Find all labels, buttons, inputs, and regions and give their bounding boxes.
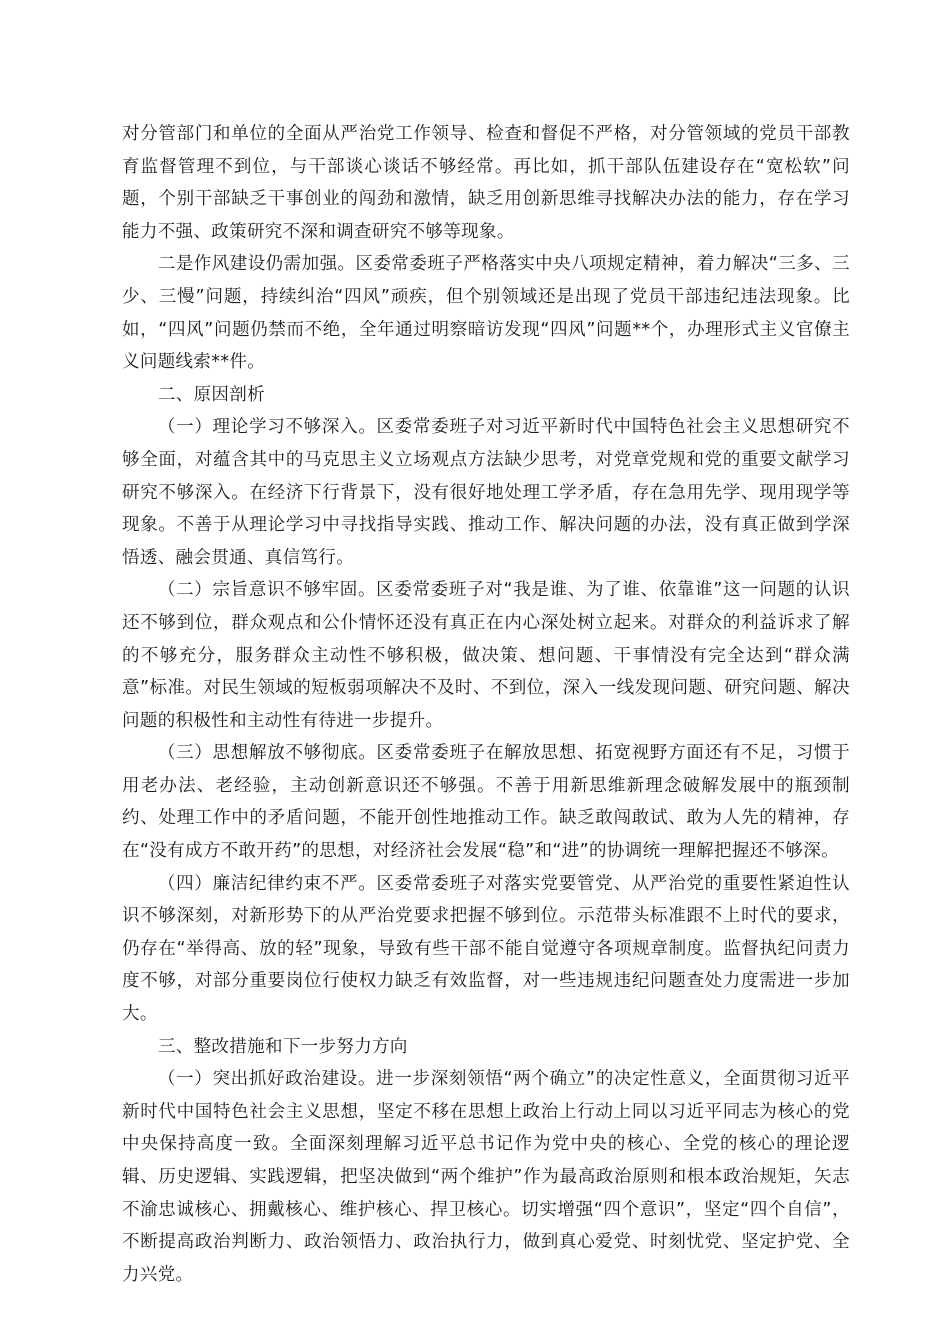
- paragraph-work-style: 二是作风建设仍需加强。区委常委班子严格落实中央八项规定精神，着力解决“三多、三少、三慢”问题，持续纠治“四风”顽疾，但个别领域还是出现了党员干部违纪违法现象。比如，“四风”问题仍禁而不绝，全年通过明察暗访发现“四风”问题**个，办理形式主义官僚主义问题线索**件。: [122, 254, 850, 373]
- paragraph-purpose-awareness: （二）宗旨意识不够牢固。区委常委班子对“我是谁、为了谁、依靠谁”这一问题的认识还不够到位，群众观点和公仆情怀还没有真正在内心深处树立起来。对群众的利益诉求了解的不够充分，服务群众主动性不够积极，做决策、想问题、干事情没有完全达到“群众满意”标准。对民生领域的短板弱项解决不及时、不到位，深入一线发现问题、研究问题、解决问题的积极性和主动性有待进一步提升。: [122, 580, 850, 731]
- paragraph-theory-study: （一）理论学习不够深入。区委常委班子对习近平新时代中国特色社会主义思想研究不够全面，对蕴含其中的马克思主义立场观点方法缺少思考，对党章党规和党的重要文献学习研究不够深入。在经济下行背景下，没有很好地处理工学矛盾，存在急用先学、现用现学等现象。不善于从理论学习中寻找指导实践、推动工作、解决问题的办法，没有真正做到学深悟透、融会贯通、真信笃行。: [122, 417, 850, 568]
- paragraph-integrity-discipline: （四）廉洁纪律约束不严。区委常委班子对落实党要管党、从严治党的重要性紧迫性认识不够深刻，对新形势下的从严治党要求把握不够到位。示范带头标准跟不上时代的要求，仍存在“举得高、放的轻”现象，导致有些干部不能自觉遵守各项规章制度。监督执纪问责力度不够，对部分重要岗位行使权力缺乏有效监督，对一些违规违纪问题查处力度需进一步加大。: [122, 873, 850, 1025]
- document-body: [122, 118, 850, 1291]
- section-heading-rectification: 三、整改措施和下一步努力方向: [157, 1036, 408, 1057]
- paragraph-thought-emancipation: （三）思想解放不够彻底。区委常委班子在解放思想、拓宽视野方面还有不足，习惯于用老办法、老经验，主动创新意识还不够强。不善于用新思维新理念破解发展中的瓶颈制约、处理工作中的矛盾问题，不能开创性地推动工作。缺乏敢闯敢试、敢为人先的精神，存在“没有成方不敢开药”的思想，对经济社会发展“稳”和“进”的协调统一理解把握还不够深。: [122, 743, 850, 862]
- continuation-paragraph: 对分管部门和单位的全面从严治党工作领导、检查和督促不严格，对分管领域的党员干部教育监督管理不到位，与干部谈心谈话不够经常。再比如，抓干部队伍建设存在“宽松软”问题，个别干部缺乏干事创业的闯劲和激情，缺乏用创新思维寻找解决办法的能力，存在学习能力不强、政策研究不深和调查研究不够等现象。: [122, 124, 850, 242]
- paragraph-political-construction: （一）突出抓好政治建设。进一步深刻领悟“两个确立”的决定性意义，全面贯彻习近平新时代中国特色社会主义思想，坚定不移在思想上政治上行动上同以习近平同志为核心的党中央保持高度一致。全面深刻理解习近平总书记作为党中央的核心、全党的核心的理论逻辑、历史逻辑、实践逻辑，把坚决做到“两个维护”作为最高政治原则和根本政治规矩，矢志不渝忠诚核心、拥戴核心、维护核心、捍卫核心。切实增强“四个意识”，坚定“四个自信”，不断提高政治判断力、政治领悟力、政治执行力，做到真心爱党、时刻忧党、坚定护党、全力兴党。: [122, 1069, 850, 1285]
- section-heading-cause-analysis: 二、原因剖析: [157, 384, 265, 405]
